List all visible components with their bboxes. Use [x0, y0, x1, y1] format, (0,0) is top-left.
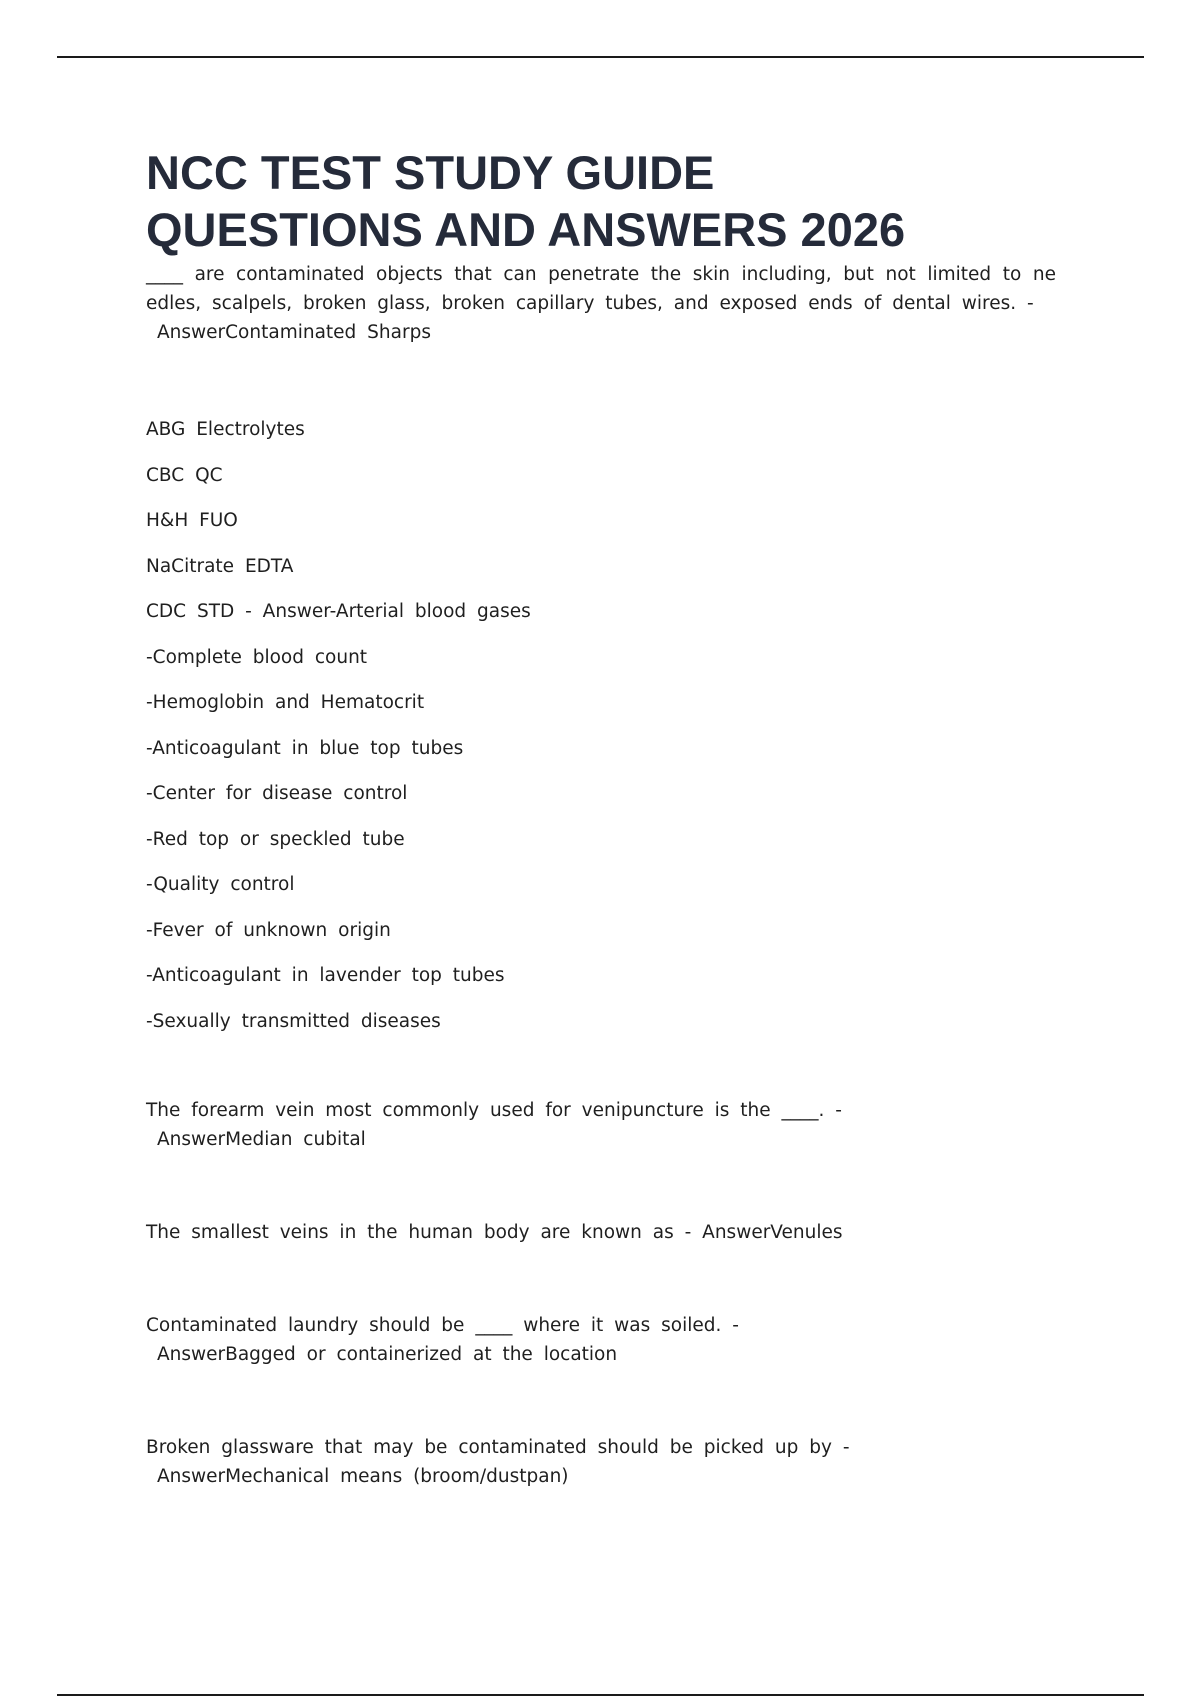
answer-text: AnswerContaminated Sharps: [157, 322, 431, 343]
list-item: -Red top or speckled tube: [146, 828, 405, 850]
title-line-2: QUESTIONS AND ANSWERS 2026: [146, 203, 906, 256]
answer-text: AnswerBagged or containerized at the location: [157, 1344, 618, 1365]
question-text: The smallest veins in the human body are known as - AnswerVenules: [146, 1222, 843, 1243]
list-item: -Complete blood count: [146, 646, 368, 668]
question-glassware: [146, 1433, 1056, 1491]
list-item: CBC QC: [146, 464, 223, 486]
question-text: Contaminated laundry should be ____ where it was soiled. -: [146, 1315, 739, 1336]
question-text: ____ are contaminated objects that can penetrate the skin including, but not limited to needles, scalpels, broken glass, broken capillary tubes, and exposed ends of dental wires. -: [146, 264, 1056, 314]
list-item: H&H FUO: [146, 510, 238, 531]
question-text: Broken glassware that may be contaminated should be picked up by -: [146, 1437, 850, 1458]
question-text: The forearm vein most commonly used for venipuncture is the ____. -: [146, 1100, 842, 1121]
list-item: NaCitrate EDTA: [146, 555, 294, 577]
question-forearm-vein: [146, 1096, 1056, 1154]
question-smallest-veins: [146, 1218, 1056, 1247]
answer-text: AnswerMedian cubital: [157, 1129, 366, 1150]
list-item: -Sexually transmitted diseases: [146, 1010, 441, 1032]
question-abbreviations: [146, 407, 1056, 1044]
question-sharps: [146, 260, 1056, 347]
list-item: -Anticoagulant in blue top tubes: [146, 737, 464, 759]
list-item: -Center for disease control: [146, 783, 408, 804]
question-laundry: [146, 1311, 1056, 1369]
list-item: CDC STD - Answer-Arterial blood gases: [146, 601, 531, 622]
list-item: -Anticoagulant in lavender top tubes: [146, 965, 505, 986]
list-item: -Hemoglobin and Hematocrit: [146, 692, 425, 713]
list-item: -Fever of unknown origin: [146, 919, 391, 941]
list-item: -Quality control: [146, 874, 295, 895]
top-rule: [57, 56, 1144, 58]
title-line-1: NCC TEST STUDY GUIDE: [146, 146, 715, 199]
bottom-rule: [57, 1694, 1144, 1696]
document-title: [146, 144, 1056, 258]
list-item: ABG Electrolytes: [146, 419, 305, 440]
document-body: [146, 144, 1056, 1491]
answer-text: AnswerMechanical means (broom/dustpan): [157, 1466, 569, 1487]
